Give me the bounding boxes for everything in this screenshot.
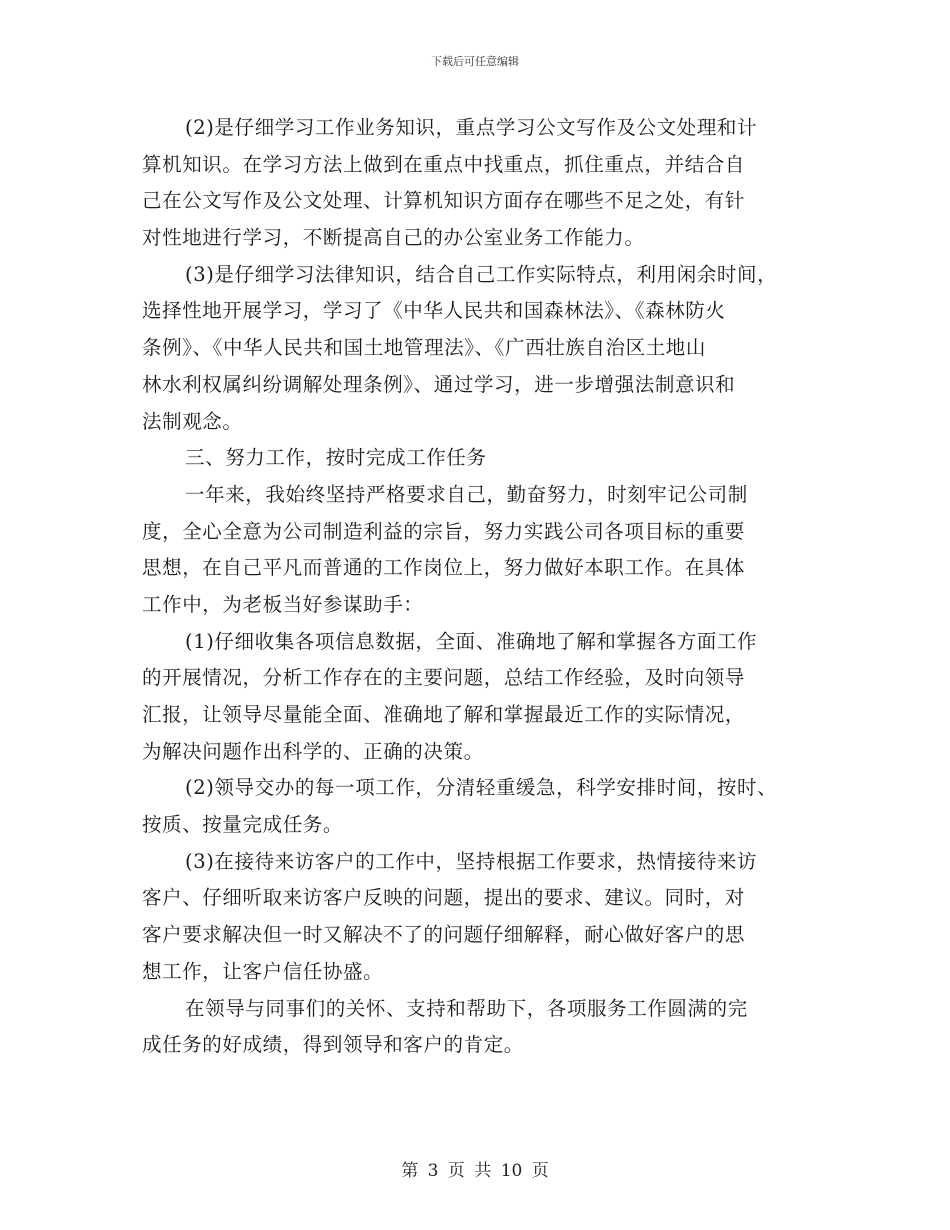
text-line: (3)在接待来访客户的工作中，坚持根据工作要求，热情接待来访 [185, 849, 758, 873]
document-body [142, 110, 808, 1064]
page-header: 下载后可任意编辑 [431, 55, 519, 68]
text-line: 对性地进行学习，不断提高自己的办公室业务工作能力。 [142, 226, 645, 250]
text-line: 的开展情况，分析工作存在的主要问题，总结工作经验，及时向领导 [142, 666, 746, 690]
text-line: 为解决问题作出科学的、正确的决策。 [142, 739, 484, 763]
text-line: 度，全心全意为公司制造利益的宗旨，努力实践公司各项目标的重要 [142, 519, 746, 543]
text-line: 选择性地开展学习，学习了《中华人民共和国森林法》、《森林防火 [142, 299, 726, 323]
text-line: 工作中，为老板当好参谋助手： [142, 592, 424, 616]
text-line: 林水利权属纠纷调解处理条例》、通过学习，进一步增强法制意识和 [142, 372, 736, 396]
text-line: 在领导与同事们的关怀、支持和帮助下，各项服务工作圆满的完 [185, 996, 748, 1020]
text-line: 己在公文写作及公文处理、计算机知识方面存在哪些不足之处，有针 [142, 189, 746, 213]
text-line: 想工作，让客户信任协盛。 [142, 959, 384, 983]
text-line: (2)是仔细学习工作业务知识，重点学习公文写作及公文处理和计 [185, 116, 758, 139]
text-line: (3)是仔细学习法律知识，结合自己工作实际特点，利用闲余时间， [185, 262, 778, 286]
text-line: 客户、仔细听取来访客户反映的问题，提出的要求、建议。同时，对 [142, 886, 746, 910]
page-footer: 第 3 页 共 10 页 [401, 1161, 549, 1181]
text-line: 算机知识。在学习方法上做到在重点中找重点，抓住重点，并结合自 [142, 152, 746, 176]
text-line: (2)领导交办的每一项工作，分清轻重缓急，科学安排时间，按时、 [185, 776, 778, 800]
text-line: 条例》、《中华人民共和国土地管理法》、《广西壮族自治区土地山 [142, 336, 707, 360]
text-line: 客户要求解决但一时又解决不了的问题仔细解释，耐心做好客户的思 [142, 923, 746, 947]
text-line: 思想，在自己平凡而普通的工作岗位上，努力做好本职工作。在具体 [142, 556, 746, 580]
text-line: 按质、按量完成任务。 [142, 813, 344, 837]
text-line: 成任务的好成绩，得到领导和客户的肯定。 [142, 1033, 524, 1057]
text-line: 三、努力工作，按时完成工作任务 [185, 446, 487, 470]
text-line: 法制观念。 [142, 409, 243, 433]
text-line: 一年来，我始终坚持严格要求自己，勤奋努力，时刻牢记公司制 [185, 482, 748, 506]
text-line: 汇报，让领导尽量能全面、准确地了解和掌握最近工作的实际情况， [142, 703, 746, 726]
text-line: (1)仔细收集各项信息数据，全面、准确地了解和掌握各方面工作 [185, 629, 758, 653]
